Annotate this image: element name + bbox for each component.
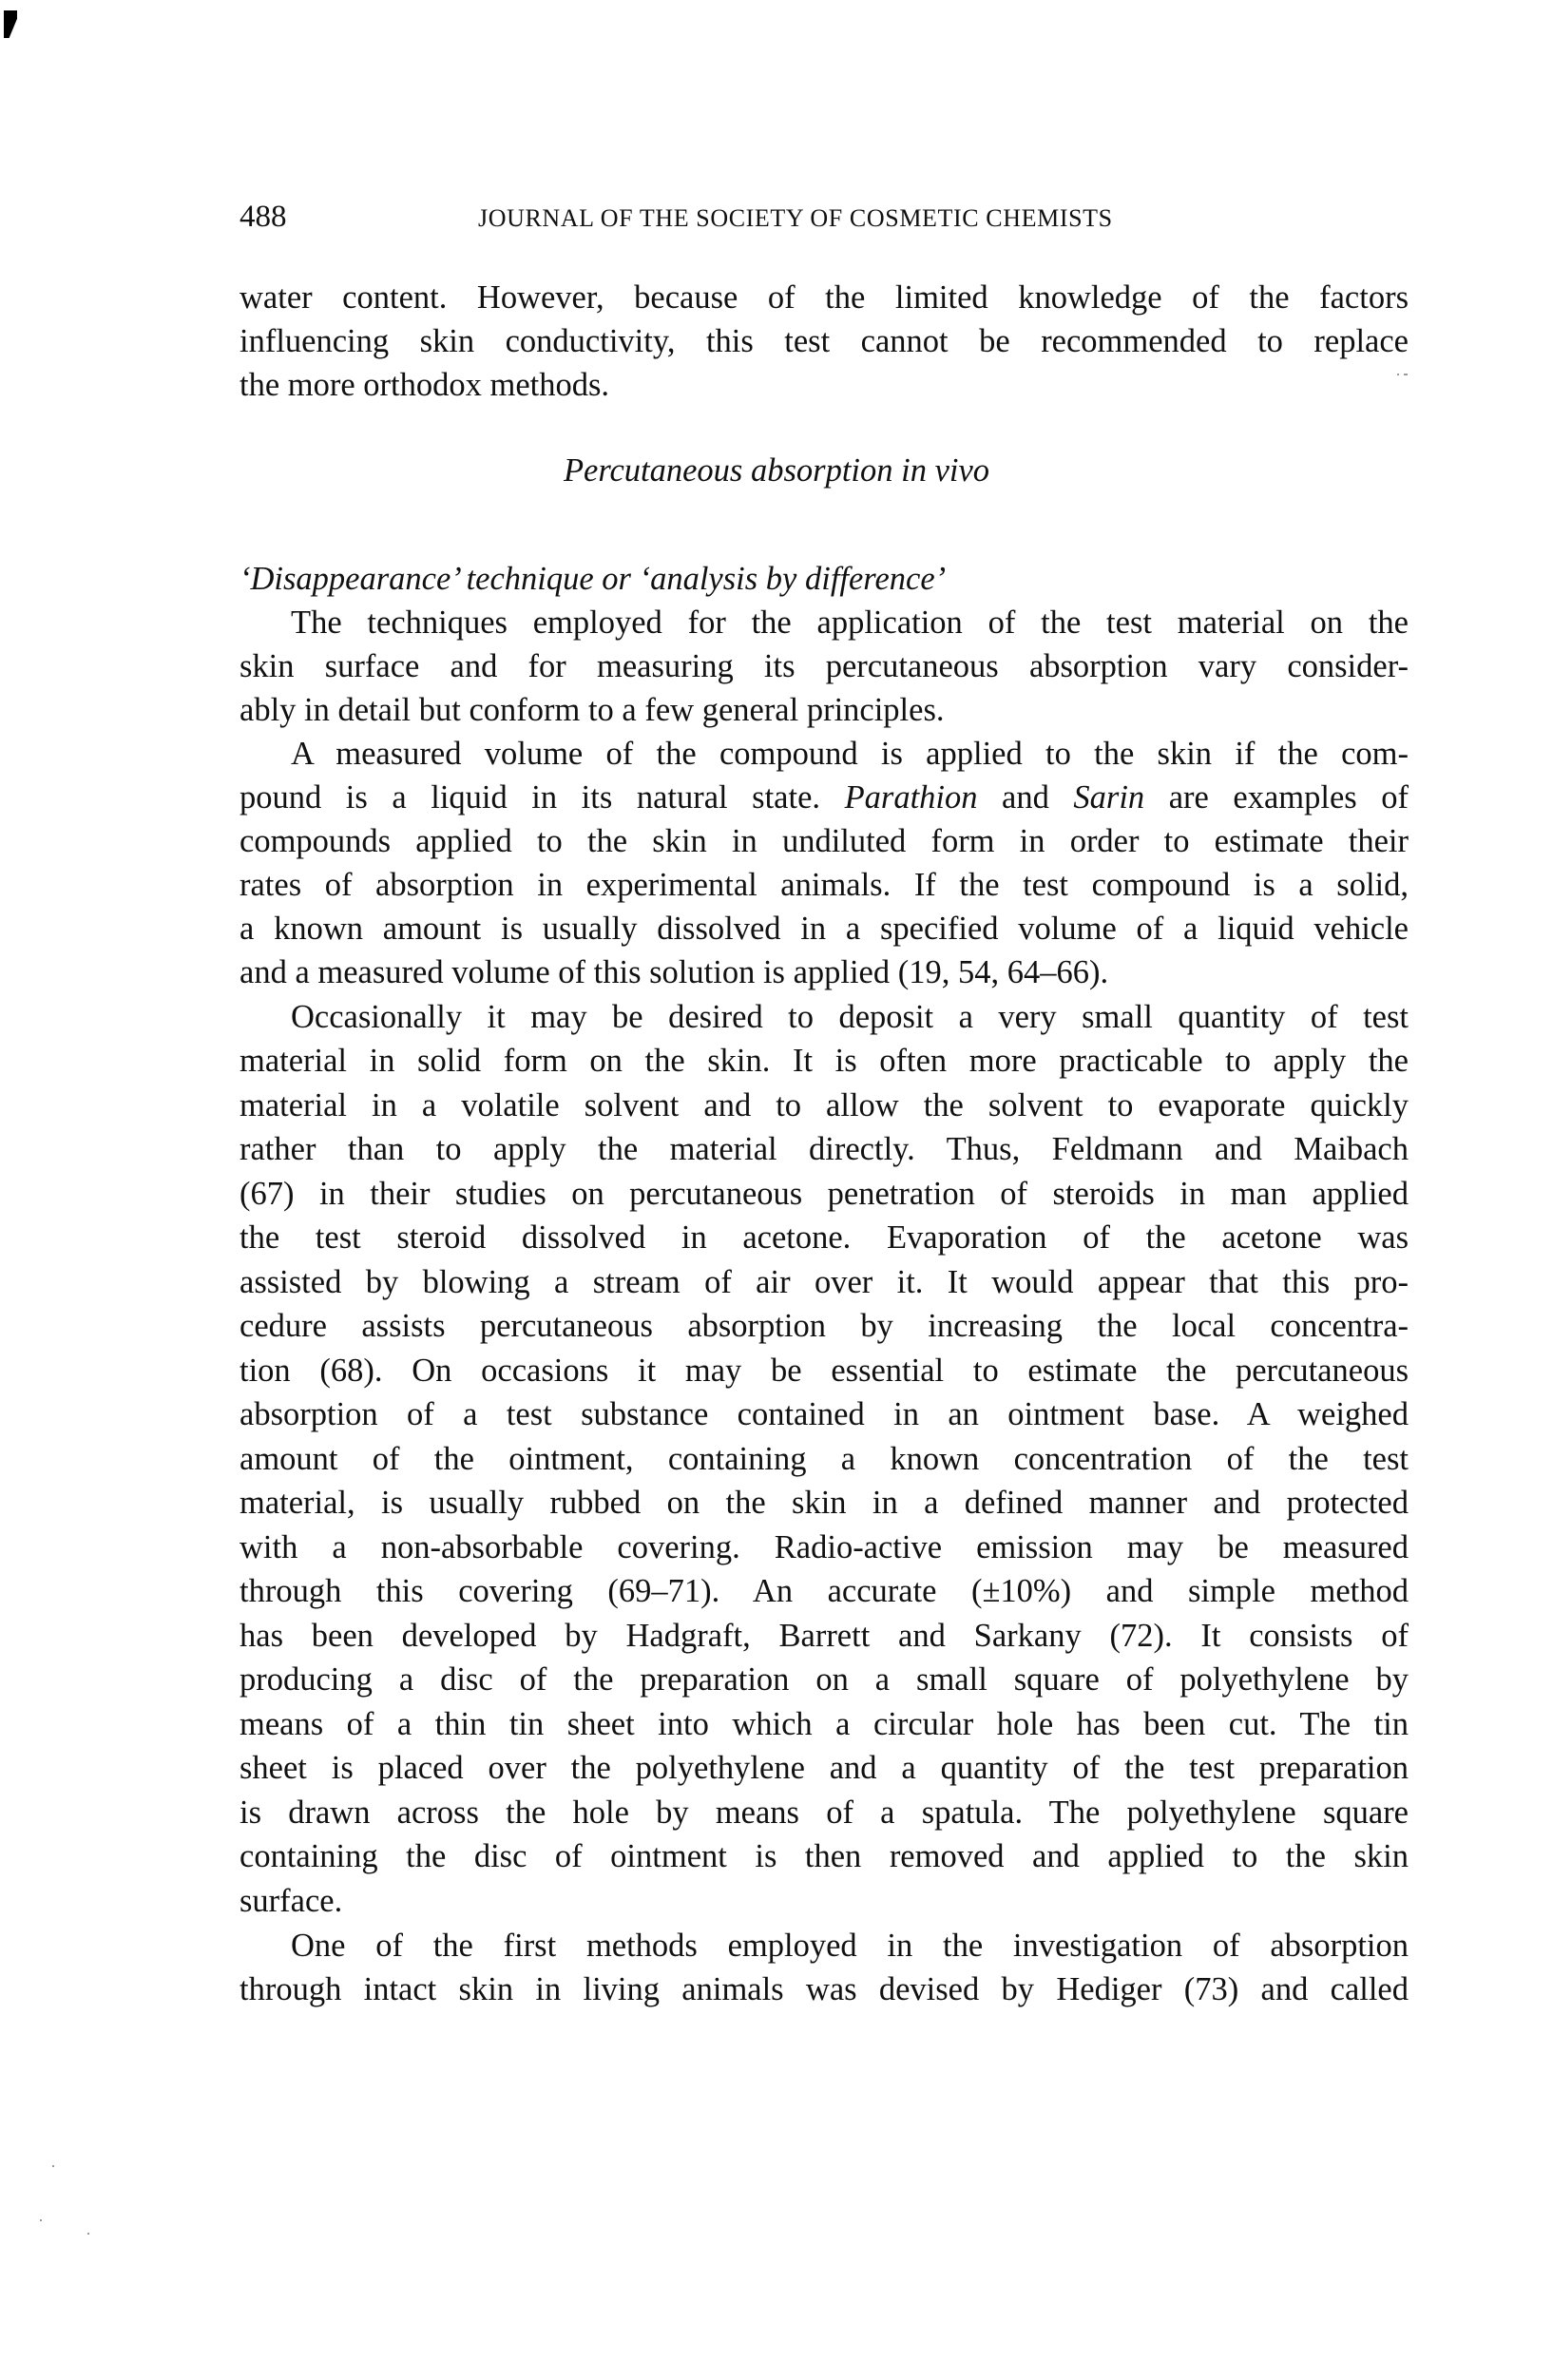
paragraph-3-line-2: material in solid form on the skin. It is often more practicable to apply the <box>240 1043 1409 1079</box>
paragraph-3-line-7: assisted by blowing a stream of air over it. It would appear that this pro- <box>240 1264 1409 1300</box>
paragraph-3-line-21: surface. <box>240 1883 343 1919</box>
paragraph-2-line-4: rates of absorption in experimental animals. If the test compound is a solid, <box>240 867 1409 903</box>
paragraph-3-line-11: amount of the ointment, containing a known concentration of the test <box>240 1441 1409 1477</box>
compound-name-parathion: Parathion <box>844 779 978 816</box>
scan-speck <box>87 2233 89 2235</box>
intro-line-3: the more orthodox methods. <box>240 367 610 403</box>
paragraph-3-line-9: tion (68). On occasions it may be essential to estimate the percutaneous <box>240 1353 1409 1389</box>
paragraph-3-line-18: sheet is placed over the polyethylene and a quantity of the test preparation <box>240 1750 1409 1786</box>
page-number: 488 <box>240 200 287 234</box>
paragraph-2-line-3: compounds applied to the skin in undiluted form in order to estimate their <box>240 823 1409 859</box>
paragraph-3-line-15: has been developed by Hadgraft, Barrett and Sarkany (72). It consists of <box>240 1618 1409 1654</box>
paragraph-1-line-2: skin surface and for measuring its percutaneous absorption vary consider- <box>240 648 1409 684</box>
paragraph-3-line-17: means of a thin tin sheet into which a circular hole has been cut. The tin <box>240 1706 1409 1742</box>
intro-line-2: influencing skin conductivity, this test cannot be recommended to replace <box>240 323 1409 359</box>
paragraph-3-line-8: cedure assists percutaneous absorption by increasing the local concentra- <box>240 1308 1409 1344</box>
paragraph-3-line-12: material, is usually rubbed on the skin in a defined manner and protected <box>240 1485 1409 1521</box>
paragraph-1-line-1: The techniques employed for the application of the test material on the <box>291 605 1409 641</box>
section-heading: Percutaneous absorption in vivo <box>563 452 990 489</box>
journal-title: JOURNAL OF THE SOCIETY OF COSMETIC CHEMISTS <box>478 204 1113 232</box>
scan-corner-mark <box>4 10 17 38</box>
text-span: are examples of <box>1144 779 1409 816</box>
paragraph-3-line-6: the test steroid dissolved in acetone. Evaporation of the acetone was <box>240 1219 1409 1256</box>
paragraph-3-line-14: through this covering (69–71). An accurate (±10%) and simple method <box>240 1573 1409 1609</box>
text-span: pound is a liquid in its natural state. <box>240 779 845 816</box>
paragraph-2-line-1: A measured volume of the compound is applied to the skin if the com- <box>291 736 1409 772</box>
subsection-heading: ‘Disappearance’ technique or ‘analysis by difference’ <box>240 561 947 597</box>
paragraph-3-line-20: containing the disc of ointment is then removed and applied to the skin <box>240 1838 1409 1874</box>
running-header <box>240 198 1409 236</box>
paragraph-2-line-2 <box>240 776 1409 819</box>
paragraph-2-line-6: and a measured volume of this solution is applied (19, 54, 64–66). <box>240 954 1109 990</box>
intro-line-1: water content. However, because of the limited knowledge of the factors <box>240 279 1409 316</box>
paragraph-4-line-1: One of the first methods employed in the investigation of absorption <box>291 1928 1409 1964</box>
paragraph-3-line-4: rather than to apply the material directly. Thus, Feldmann and Maibach <box>240 1131 1409 1167</box>
paragraph-3-line-16: producing a disc of the preparation on a small square of polyethylene by <box>240 1661 1409 1698</box>
paragraph-3-line-3: material in a volatile solvent and to allow the solvent to evaporate quickly <box>240 1087 1409 1123</box>
scan-speck <box>40 2219 42 2221</box>
paragraph-2-line-5: a known amount is usually dissolved in a specified volume of a liquid vehicle <box>240 911 1409 947</box>
scan-speck <box>1404 374 1408 375</box>
paragraph-3-line-19: is drawn across the hole by means of a spatula. The polyethylene square <box>240 1795 1409 1831</box>
scan-speck <box>1397 374 1399 375</box>
compound-name-sarin: Sarin <box>1073 779 1145 816</box>
paragraph-3-line-5: (67) in their studies on percutaneous penetration of steroids in man applied <box>240 1176 1409 1212</box>
paragraph-4-line-2: through intact skin in living animals was devised by Hediger (73) and called <box>240 1971 1409 2007</box>
scan-speck <box>52 2165 54 2167</box>
text-span: and <box>977 779 1074 816</box>
paragraph-1-line-3: ably in detail but conform to a few general principles. <box>240 692 945 728</box>
paragraph-3-line-1: Occasionally it may be desired to deposit a very small quantity of test <box>291 999 1409 1035</box>
paragraph-3-line-13: with a non-absorbable covering. Radio-active emission may be measured <box>240 1529 1409 1565</box>
paragraph-3-line-10: absorption of a test substance contained in an ointment base. A weighed <box>240 1396 1409 1432</box>
